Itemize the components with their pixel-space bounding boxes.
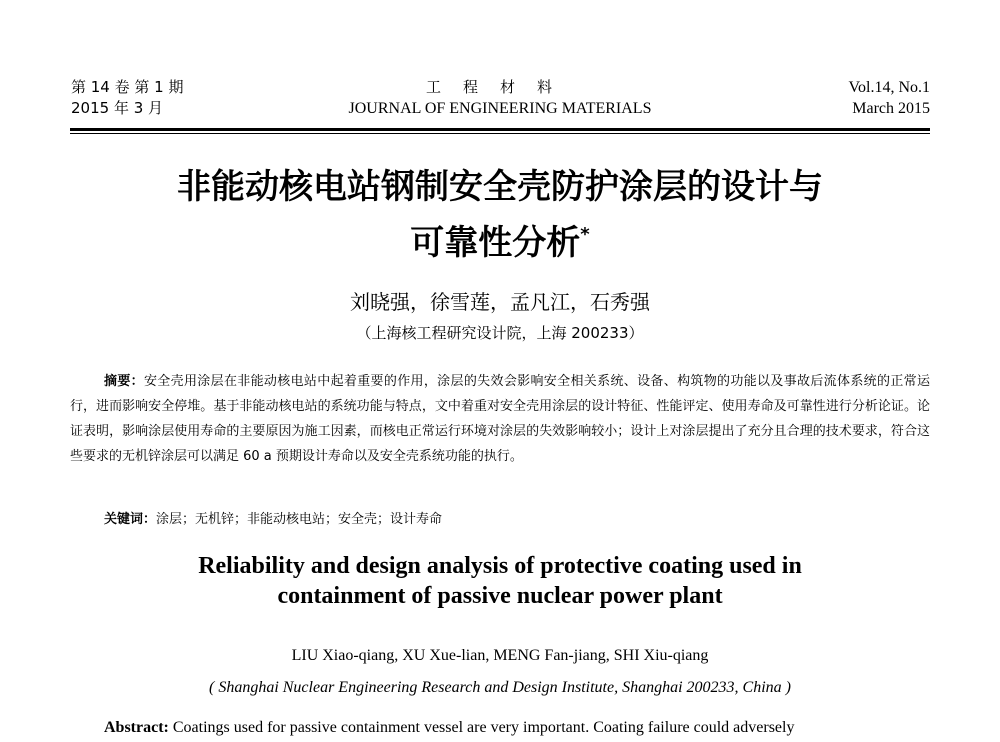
title-en-line1: Reliability and design analysis of protective coating used in xyxy=(198,553,802,579)
paper-title-zh xyxy=(0,163,1000,267)
title-en-line2: containment of passive nuclear power plant xyxy=(277,583,723,609)
keywords-zh-text: 涂层；无机锌；非能动核电站；安全壳；设计寿命 xyxy=(156,512,443,527)
journal-name-en: JOURNAL OF ENGINEERING MATERIALS xyxy=(348,100,652,117)
abstract-zh xyxy=(70,369,930,469)
title-zh-line1: 非能动核电站钢制安全壳防护涂层的设计与 xyxy=(177,167,823,207)
title-zh-line2: 可靠性分析 xyxy=(410,223,581,263)
publication-date-en: March 2015 xyxy=(852,100,930,117)
publication-date-zh: 2015 年 3 月 xyxy=(71,99,164,117)
keywords-zh xyxy=(104,508,442,527)
volume-number-en: Vol.14, No.1 xyxy=(848,79,930,96)
abstract-en-label: Abstract: xyxy=(104,719,169,736)
affiliation-en: ( Shanghai Nuclear Engineering Research and Design Institute, Shanghai 200233, China ) xyxy=(208,679,791,696)
volume-issue: 第 14 卷 第 1 期 xyxy=(71,78,184,96)
authors-en: LIU Xiao-qiang, XU Xue-lian, MENG Fan-jiang, SHI Xiu-qiang xyxy=(291,647,709,664)
affiliation-zh: （上海核工程研究设计院，上海 200233） xyxy=(356,324,644,342)
authors-zh: 刘晓强，徐雪莲，孟凡江，石秀强 xyxy=(350,290,650,314)
header-rule-thick xyxy=(70,128,930,131)
abstract-zh-text: 安全壳用涂层在非能动核电站中起着重要的作用，涂层的失效会影响安全相关系统、设备、构筑物的功能以及事故后流体系统的正常运行，进而影响安全停堆。基于非能动核电站的系统功能与特点，文中着重对安全壳用涂层的设计特征、性能评定、使用寿命及可靠性进行分析论证。论证表明，影响涂层使用寿命的主要原因为施工因素，而核电正常运行环境对涂层的失效影响较小；设计上对涂层提出了充分且合理的技术要求，符合这些要求的无机锌涂层可以满足 60 a 预期设计寿命以及安全壳系统功能的执行。 xyxy=(70,374,930,464)
abstract-zh-label: 摘要： xyxy=(104,374,144,389)
journal-volume-en xyxy=(849,77,931,119)
keywords-zh-label: 关键词： xyxy=(104,512,157,527)
paper-title-en xyxy=(0,551,1000,611)
title-footnote-mark: * xyxy=(580,224,590,245)
abstract-en-text: Coatings used for passive containment vessel are very important. Coating failure could adversely xyxy=(168,719,795,736)
journal-name-zh: 工程材料 xyxy=(425,78,574,96)
abstract-en xyxy=(104,719,794,737)
header-rule-thin xyxy=(70,133,930,134)
